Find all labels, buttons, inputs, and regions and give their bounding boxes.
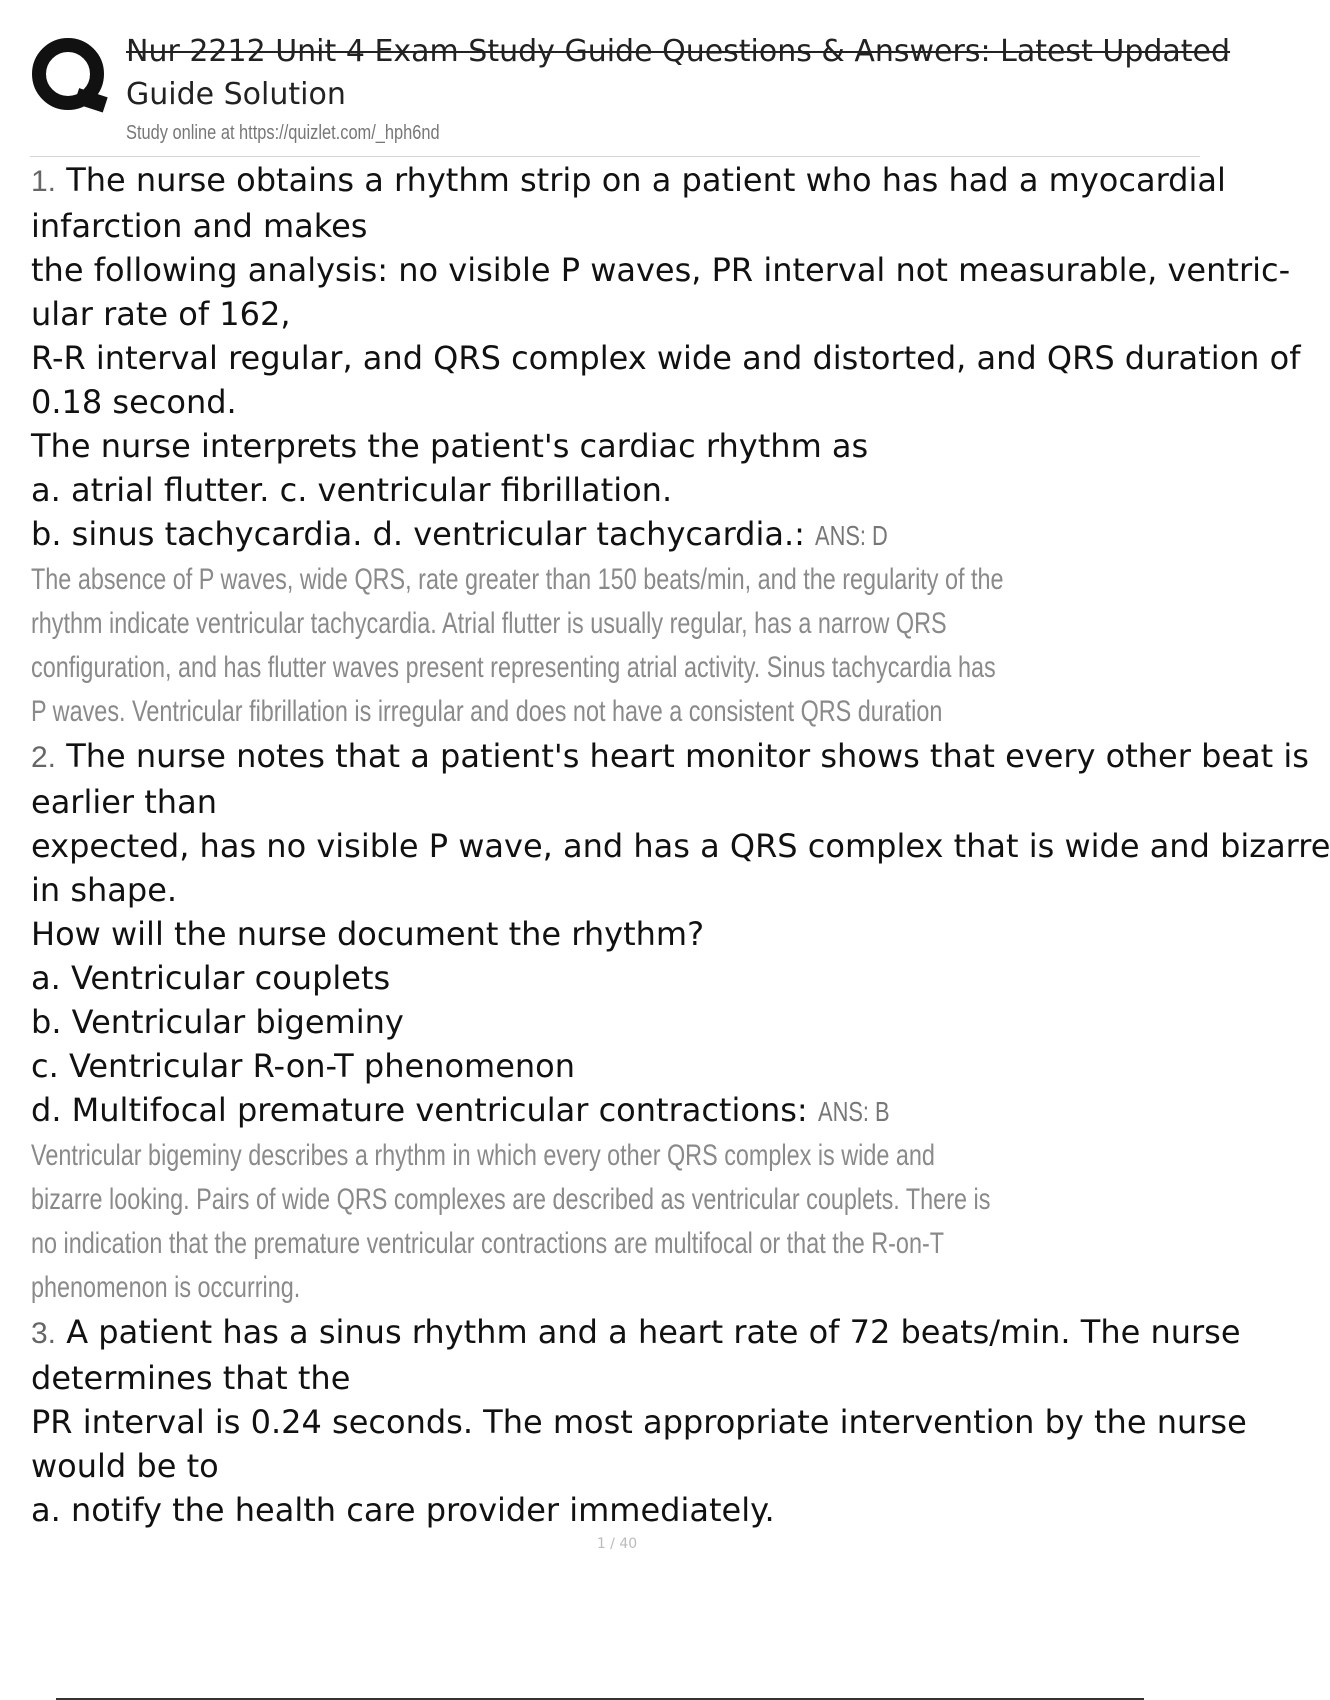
option-line: c. Ventricular R-on-T phenomenon xyxy=(31,1047,576,1085)
explanation-line: no indication that the premature ventricular contractions are multifocal or that the R-on-T xyxy=(31,1227,945,1260)
explanation-line: phenomenon is occurring. xyxy=(31,1271,301,1304)
option-line: b. sinus tachycardia. d. ventricular tachycardia.: ANS: D xyxy=(31,512,1200,558)
question-line: the following analysis: no visible P waves, PR interval not measurable, ventric- xyxy=(31,251,1291,289)
title-line-1: Nur 2212 Unit 4 Exam Study Guide Questions & Answers: Latest Updated xyxy=(126,34,1231,69)
document-title xyxy=(126,30,1231,116)
page-indicator: 1 / 40 xyxy=(596,1536,638,1552)
question-line: R-R interval regular, and QRS complex wide and distorted, and QRS duration of xyxy=(31,339,1301,377)
question-line: ular rate of 162, xyxy=(31,295,291,333)
option-line: a. atrial flutter. c. ventricular fibrillation. xyxy=(31,471,673,509)
option-line: a. Ventricular couplets xyxy=(31,959,391,997)
header-divider xyxy=(30,156,1200,157)
question-line: 1. The nurse obtains a rhythm strip on a patient who has had a myocardial xyxy=(31,161,1226,199)
explanation-line: rhythm indicate ventricular tachycardia. Atrial flutter is usually regular, has a narrow QRS xyxy=(31,607,947,640)
study-online-link[interactable]: Study online at https://quizlet.com/_hph6nd xyxy=(126,122,440,144)
question-line: How will the nurse document the rhythm? xyxy=(31,915,705,953)
question-line: infarction and makes xyxy=(31,207,368,245)
option-line: b. Ventricular bigeminy xyxy=(31,1003,404,1041)
question-number: 1. xyxy=(31,165,57,198)
explanation-line: The absence of P waves, wide QRS, rate greater than 150 beats/min, and the regularity of the xyxy=(31,563,1004,596)
option-line: d. Multifocal premature ventricular contractions: ANS: B xyxy=(31,1088,1200,1134)
explanation-line: configuration, and has flutter waves present representing atrial activity. Sinus tachycardia has xyxy=(31,651,996,684)
question-line: determines that the xyxy=(31,1359,351,1397)
question-line: expected, has no visible P wave, and has a QRS complex that is wide and bizarre xyxy=(31,827,1330,865)
answer-key: ANS: B xyxy=(817,1096,890,1127)
question-line: The nurse interprets the patient's cardiac rhythm as xyxy=(31,427,869,465)
question-line: earlier than xyxy=(31,783,217,821)
question-2 xyxy=(31,734,1330,1310)
question-line: 0.18 second. xyxy=(31,383,237,421)
question-3 xyxy=(31,1310,1247,1532)
question-1 xyxy=(31,158,1301,734)
question-line: in shape. xyxy=(31,871,178,909)
explanation-line: bizarre looking. Pairs of wide QRS complexes are described as ventricular couplets. There is xyxy=(31,1183,991,1216)
answer-key: ANS: D xyxy=(815,520,888,551)
document-header xyxy=(0,0,1231,160)
question-number: 2. xyxy=(31,741,57,774)
explanation-line: P waves. Ventricular fibrillation is irregular and does not have a consistent QRS duration xyxy=(31,695,943,728)
question-line: would be to xyxy=(31,1447,219,1485)
question-line: 3. A patient has a sinus rhythm and a heart rate of 72 beats/min. The nurse xyxy=(31,1313,1241,1351)
quizlet-q-logo-icon xyxy=(30,36,110,116)
question-line: 2. The nurse notes that a patient's heart monitor shows that every other beat is xyxy=(31,737,1309,775)
questions-list xyxy=(31,158,1330,1532)
explanation-line: Ventricular bigeminy describes a rhythm in which every other QRS complex is wide and xyxy=(31,1139,935,1172)
title-line-2: Guide Solution xyxy=(126,77,346,112)
question-number: 3. xyxy=(31,1317,57,1350)
option-line: a. notify the health care provider immediately. xyxy=(31,1491,775,1529)
question-line: PR interval is 0.24 seconds. The most appropriate intervention by the nurse xyxy=(31,1403,1247,1441)
